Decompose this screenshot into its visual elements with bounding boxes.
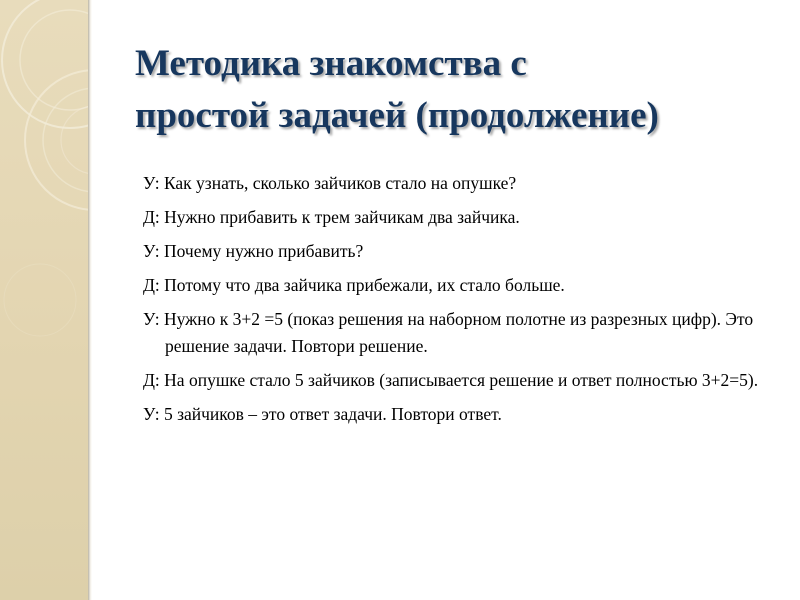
dialogue-line: Д: Потому что два зайчика прибежали, их стало больше. [143,275,565,295]
slide-title-line-1: Методика знакомства с [135,43,527,84]
slide-title [135,38,785,142]
dialogue-line: Д: На опушке стало 5 зайчиков (записывается решение и ответ полностью 3+2=5). [143,370,759,390]
slide-title-line-2: простой задачей (продолжение) [135,95,659,136]
dialogue-line: Д: Нужно прибавить к трем зайчикам два зайчика. [143,207,520,227]
decorative-side-band [0,0,88,600]
dialogue-line: У: Почему нужно прибавить? [143,241,364,261]
dialogue-list [143,170,763,435]
vertical-divider [88,0,92,600]
decorative-circles [0,0,88,600]
dialogue-line: У: Как узнать, сколько зайчиков стало на опушке? [143,173,517,193]
dialogue-line: У: 5 зайчиков – это ответ задачи. Повтори ответ. [143,404,502,424]
dialogue-line: У: Нужно к 3+2 =5 (показ решения на наборном полотне из разрезных цифр). Это решение задачи. Повтори решение. [143,309,754,356]
